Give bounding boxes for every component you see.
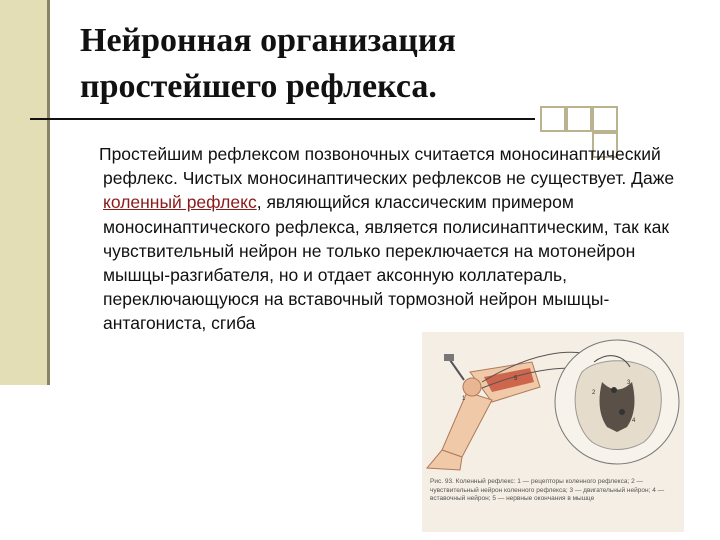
knee-reflex-figure (422, 332, 684, 532)
paragraph-text-start: Простейшим рефлексом позвоночных считается моносинаптический рефлекс. Чистых моносинаптических рефлексов не существует. Даже (99, 144, 675, 189)
svg-text:5: 5 (514, 376, 518, 382)
paragraph-text-end: , являющийся классическим примером моносинаптического рефлекса, является полисинаптическим, так как чувствительный нейрон не только переключается на мотонейрон мышцы-разгибателя, но и отдает аксонную коллатераль, переключающуюся на вставочный тормозной нейрон мышцы-антагониста, сгиба (103, 192, 670, 334)
side-accent-bar (0, 0, 50, 385)
svg-text:1: 1 (462, 396, 466, 402)
svg-text:3: 3 (627, 380, 631, 386)
title-line-2: простейшего рефлекса. (80, 68, 437, 105)
knee-reflex-link[interactable]: коленный рефлекс (103, 192, 257, 213)
title-line-1: Нейронная организация (80, 22, 456, 59)
svg-text:2: 2 (592, 390, 596, 396)
slide-title (80, 18, 640, 110)
svg-text:4: 4 (632, 418, 636, 424)
figure-caption: Рис. 93. Коленный рефлекс: 1 — рецепторы коленного рефлекса; 2 — чувствительный нейрон коленного рефлекса; 3 — двигательный нейрон; 4 — вставочный нейрон; 5 — нервные окончания в мышце (430, 478, 665, 502)
title-underline (30, 118, 535, 120)
body-paragraph (99, 142, 678, 336)
reflex-diagram (422, 332, 684, 477)
